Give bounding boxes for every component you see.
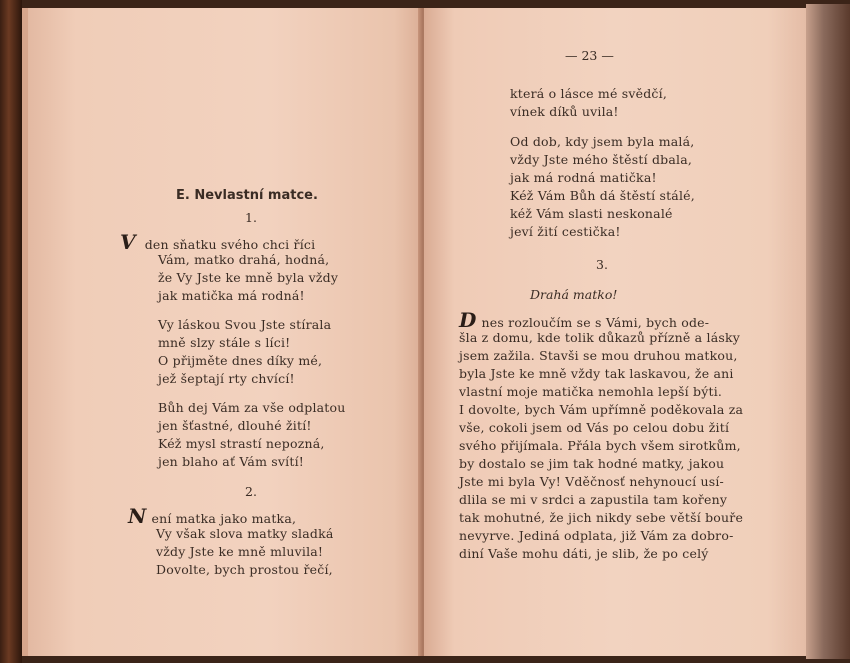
letter-line: jsem zažila. Stavši se mou druhou matkou, bbox=[459, 348, 738, 363]
poem1-first-line bbox=[120, 230, 316, 254]
book-page-edges bbox=[806, 4, 850, 659]
letter-line: vše, cokoli jsem od Vás po celou dobu žití bbox=[459, 420, 730, 435]
book-cover-edge bbox=[0, 0, 22, 663]
poem-line: kéž Vám slasti neskonalé bbox=[510, 206, 673, 221]
poem-line: jen blaho ať Vám svítí! bbox=[158, 454, 305, 469]
letter-line: dlila se mi v srdci a zapustila tam kořeny bbox=[459, 492, 728, 507]
poem-line: Vy však slova matky sladká bbox=[156, 526, 334, 541]
poem-line: jeví žití cestička! bbox=[510, 224, 621, 239]
poem-line: která o lásce mé svědčí, bbox=[510, 86, 668, 101]
poem-line: O přijměte dnes díky mé, bbox=[158, 353, 323, 368]
letter-line: svého přijímala. Přála bych všem sirotkům, bbox=[459, 438, 741, 453]
page-number: — 23 — bbox=[565, 48, 614, 63]
letter-line: by dostalo se jim tak hodné matky, jakou bbox=[459, 456, 725, 471]
letter-line: Jste mi byla Vy! Vděčnosť nehynoucí usí- bbox=[459, 474, 724, 489]
section-number: 3. bbox=[596, 257, 608, 272]
poem-line: Kéž mysl strastí nepozná, bbox=[158, 436, 325, 451]
letter-line: tak mohutné, že jich nikdy sebe větší bouře bbox=[459, 510, 744, 525]
letter-line: šla z domu, kde tolik důkazů přízně a lásky bbox=[459, 330, 741, 345]
poem-line: jak matička má rodná! bbox=[158, 288, 305, 303]
poem-line: Bůh dej Vám za vše odplatou bbox=[158, 400, 346, 415]
poem-line: ení matka jako matka, bbox=[151, 511, 297, 526]
drop-cap-letter: N bbox=[128, 504, 146, 528]
right-page bbox=[424, 8, 806, 656]
poem-line: vždy Jste mého štěstí dbala, bbox=[510, 152, 693, 167]
letter-line: I dovolte, bych Vám upřímně poděkovala za bbox=[459, 402, 744, 417]
letter-line: byla Jste ke mně vždy tak laskavou, že ani bbox=[459, 366, 734, 381]
poem-line: jak má rodná matička! bbox=[510, 170, 657, 185]
poem-line: Od dob, kdy jsem byla malá, bbox=[510, 134, 695, 149]
drop-cap-letter: D bbox=[459, 308, 476, 332]
poem-line: Vám, matko drahá, hodná, bbox=[158, 252, 330, 267]
left-page bbox=[22, 8, 426, 656]
letter-first-line bbox=[459, 308, 710, 332]
letter-line: nes rozloučím se s Vámi, bych ode- bbox=[481, 315, 710, 330]
poem-line: Kéž Vám Bůh dá štěstí stálé, bbox=[510, 188, 695, 203]
poem-line: mně slzy stále s líci! bbox=[158, 335, 291, 350]
letter-salutation: Drahá matko! bbox=[530, 287, 618, 302]
poem2-number: 2. bbox=[245, 484, 257, 499]
poem-line: vínek díků uvila! bbox=[510, 104, 619, 119]
letter-line: diní Vaše mohu dáti, je slib, že po celý bbox=[459, 546, 709, 561]
poem-line: Dovolte, bych prostou řečí, bbox=[156, 562, 333, 577]
poem2-first-line bbox=[128, 504, 297, 528]
drop-cap-letter: V bbox=[120, 230, 135, 254]
poem-line: den sňatku svého chci říci bbox=[144, 237, 316, 252]
poem-line: že Vy Jste ke mně byla vždy bbox=[158, 270, 339, 285]
letter-line: vlastní moje matička nemohla lepší býti. bbox=[459, 384, 723, 399]
letter-line: nevyrve. Jediná odplata, již Vám za dobro- bbox=[459, 528, 734, 543]
poem-line: Vy láskou Svou Jste stírala bbox=[158, 317, 332, 332]
poem-line: vždy Jste ke mně mluvila! bbox=[156, 544, 324, 559]
poem-line: jen šťastné, dlouhé žití! bbox=[158, 418, 312, 433]
section-heading: E. Nevlastní matce. bbox=[176, 188, 318, 203]
poem-line: jež šeptají rty chvící! bbox=[158, 371, 295, 386]
poem1-number: 1. bbox=[245, 210, 257, 225]
